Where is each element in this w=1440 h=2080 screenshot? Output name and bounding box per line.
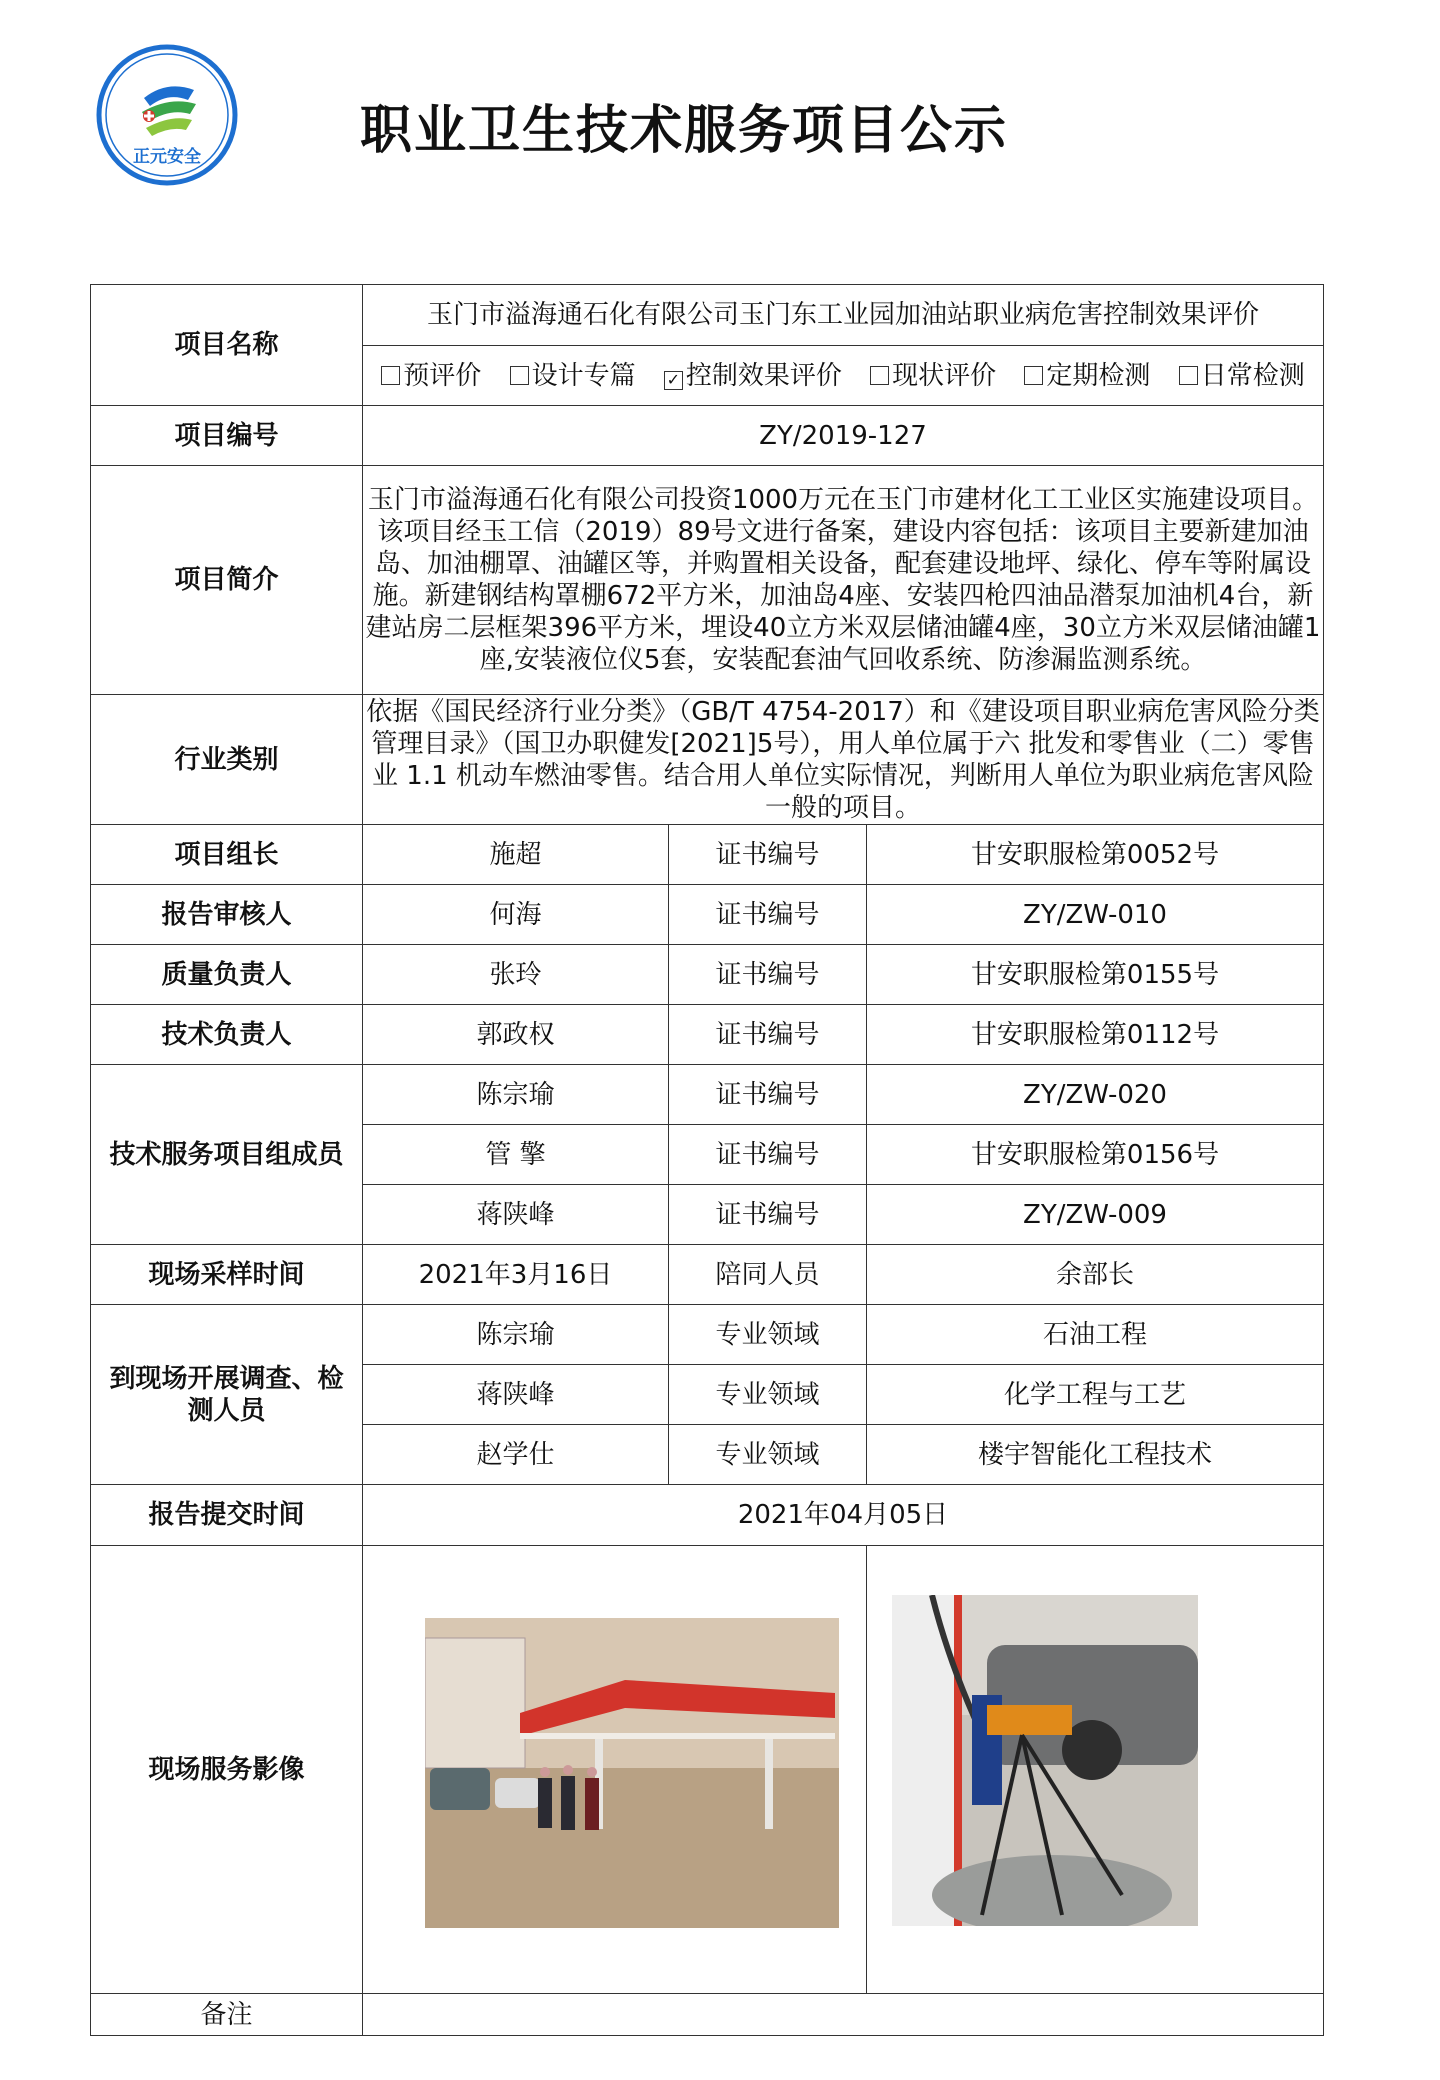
option-status[interactable]: 现状评价 xyxy=(870,360,996,392)
field-value: 石油工程 xyxy=(867,1305,1324,1365)
option-periodic[interactable]: 定期检测 xyxy=(1024,360,1150,392)
field-label: 专业领域 xyxy=(669,1365,867,1425)
field-staff-name: 蒋陕峰 xyxy=(363,1365,669,1425)
leader-label: 项目组长 xyxy=(91,825,363,885)
logo-emblem-icon xyxy=(92,40,242,190)
checkbox-icon[interactable] xyxy=(1179,366,1198,385)
option-control-effect[interactable]: ✓ 控制效果评价 xyxy=(664,360,842,392)
field-value: 化学工程与工艺 xyxy=(867,1365,1324,1425)
remarks-value xyxy=(363,1994,1324,2036)
quality-label: 质量负责人 xyxy=(91,945,363,1005)
member-cert: ZY/ZW-020 xyxy=(867,1065,1324,1125)
technical-name: 郭政权 xyxy=(363,1005,669,1065)
gas-station-photo xyxy=(425,1618,839,1928)
option-daily[interactable]: 日常检测 xyxy=(1179,360,1305,392)
project-number-label: 项目编号 xyxy=(91,406,363,466)
field-staff-name: 赵学仕 xyxy=(363,1425,669,1485)
quality-cert: 甘安职服检第0155号 xyxy=(867,945,1324,1005)
field-detection-photo xyxy=(892,1595,1198,1926)
cert-number-label: 证书编号 xyxy=(669,1185,867,1245)
companion-label: 陪同人员 xyxy=(669,1245,867,1305)
cert-number-label: 证书编号 xyxy=(669,885,867,945)
checkbox-icon[interactable] xyxy=(1024,366,1043,385)
companion-value: 余部长 xyxy=(867,1245,1324,1305)
project-info-table xyxy=(90,284,1324,2036)
checkbox-icon[interactable] xyxy=(870,366,889,385)
photo-cell-right xyxy=(867,1546,1324,1994)
field-staff-label: 到现场开展调查、检测人员 xyxy=(91,1305,363,1485)
checkbox-checked-icon[interactable]: ✓ xyxy=(664,371,683,390)
member-name: 蒋陕峰 xyxy=(363,1185,669,1245)
industry-value: 依据《国民经济行业分类》（GB/T 4754-2017）和《建设项目职业病危害风险分类管理目录》（国卫办职健发[2021]5号），用人单位属于六 批发和零售业（二）零售业 1.1 机动车燃油零售。结合用人单位实际情况，判断用人单位为职业病危害风险一般的项目。 xyxy=(363,695,1324,825)
reviewer-name: 何海 xyxy=(363,885,669,945)
cert-number-label: 证书编号 xyxy=(669,1065,867,1125)
remarks-label: 备注 xyxy=(91,1994,363,2036)
field-value: 楼宇智能化工程技术 xyxy=(867,1425,1324,1485)
submit-label: 报告提交时间 xyxy=(91,1485,363,1546)
leader-cert: 甘安职服检第0052号 xyxy=(867,825,1324,885)
member-name: 陈宗瑜 xyxy=(363,1065,669,1125)
members-label: 技术服务项目组成员 xyxy=(91,1065,363,1245)
submit-value: 2021年04月05日 xyxy=(363,1485,1324,1546)
photo-cell-left xyxy=(363,1546,867,1994)
project-name-value: 玉门市溢海通石化有限公司玉门东工业园加油站职业病危害控制效果评价 xyxy=(363,285,1324,346)
reviewer-label: 报告审核人 xyxy=(91,885,363,945)
cert-number-label: 证书编号 xyxy=(669,1125,867,1185)
checkbox-icon[interactable] xyxy=(381,366,400,385)
sampling-label: 现场采样时间 xyxy=(91,1245,363,1305)
logo-text: 正元安全 xyxy=(133,147,201,167)
field-label: 专业领域 xyxy=(669,1305,867,1365)
evaluation-type-options xyxy=(363,346,1324,406)
member-cert: ZY/ZW-009 xyxy=(867,1185,1324,1245)
company-logo xyxy=(92,40,242,190)
field-label: 专业领域 xyxy=(669,1425,867,1485)
project-name-label: 项目名称 xyxy=(91,285,363,406)
leader-name: 施超 xyxy=(363,825,669,885)
reviewer-cert: ZY/ZW-010 xyxy=(867,885,1324,945)
field-staff-name: 陈宗瑜 xyxy=(363,1305,669,1365)
images-label: 现场服务影像 xyxy=(91,1546,363,1994)
option-pre-evaluation[interactable]: 预评价 xyxy=(381,360,481,392)
quality-name: 张玲 xyxy=(363,945,669,1005)
sampling-date: 2021年3月16日 xyxy=(363,1245,669,1305)
member-cert: 甘安职服检第0156号 xyxy=(867,1125,1324,1185)
cert-number-label: 证书编号 xyxy=(669,1005,867,1065)
checkbox-icon[interactable] xyxy=(510,366,529,385)
project-number-value: ZY/2019-127 xyxy=(363,406,1324,466)
page-title: 职业卫生技术服务项目公示 xyxy=(360,101,1009,161)
cert-number-label: 证书编号 xyxy=(669,825,867,885)
member-name: 管 擎 xyxy=(363,1125,669,1185)
technical-label: 技术负责人 xyxy=(91,1005,363,1065)
option-design[interactable]: 设计专篇 xyxy=(510,360,636,392)
cert-number-label: 证书编号 xyxy=(669,945,867,1005)
project-summary-value: 玉门市溢海通石化有限公司投资1000万元在玉门市建材化工工业区实施建设项目。该项目经玉工信（2019）89号文进行备案，建设内容包括：该项目主要新建加油岛、加油棚罩、油罐区等，并购置相关设备，配套建设地坪、绿化、停车等附属设施。新建钢结构罩棚672平方米，加油岛4座、安装四枪四油品潜泵加油机4台，新建站房二层框架396平方米，埋设40立方米双层储油罐4座，30立方米双层储油罐1座,安装液位仪5套，安装配套油气回收系统、防渗漏监测系统。 xyxy=(363,466,1324,695)
project-summary-label: 项目简介 xyxy=(91,466,363,695)
industry-label: 行业类别 xyxy=(91,695,363,825)
technical-cert: 甘安职服检第0112号 xyxy=(867,1005,1324,1065)
